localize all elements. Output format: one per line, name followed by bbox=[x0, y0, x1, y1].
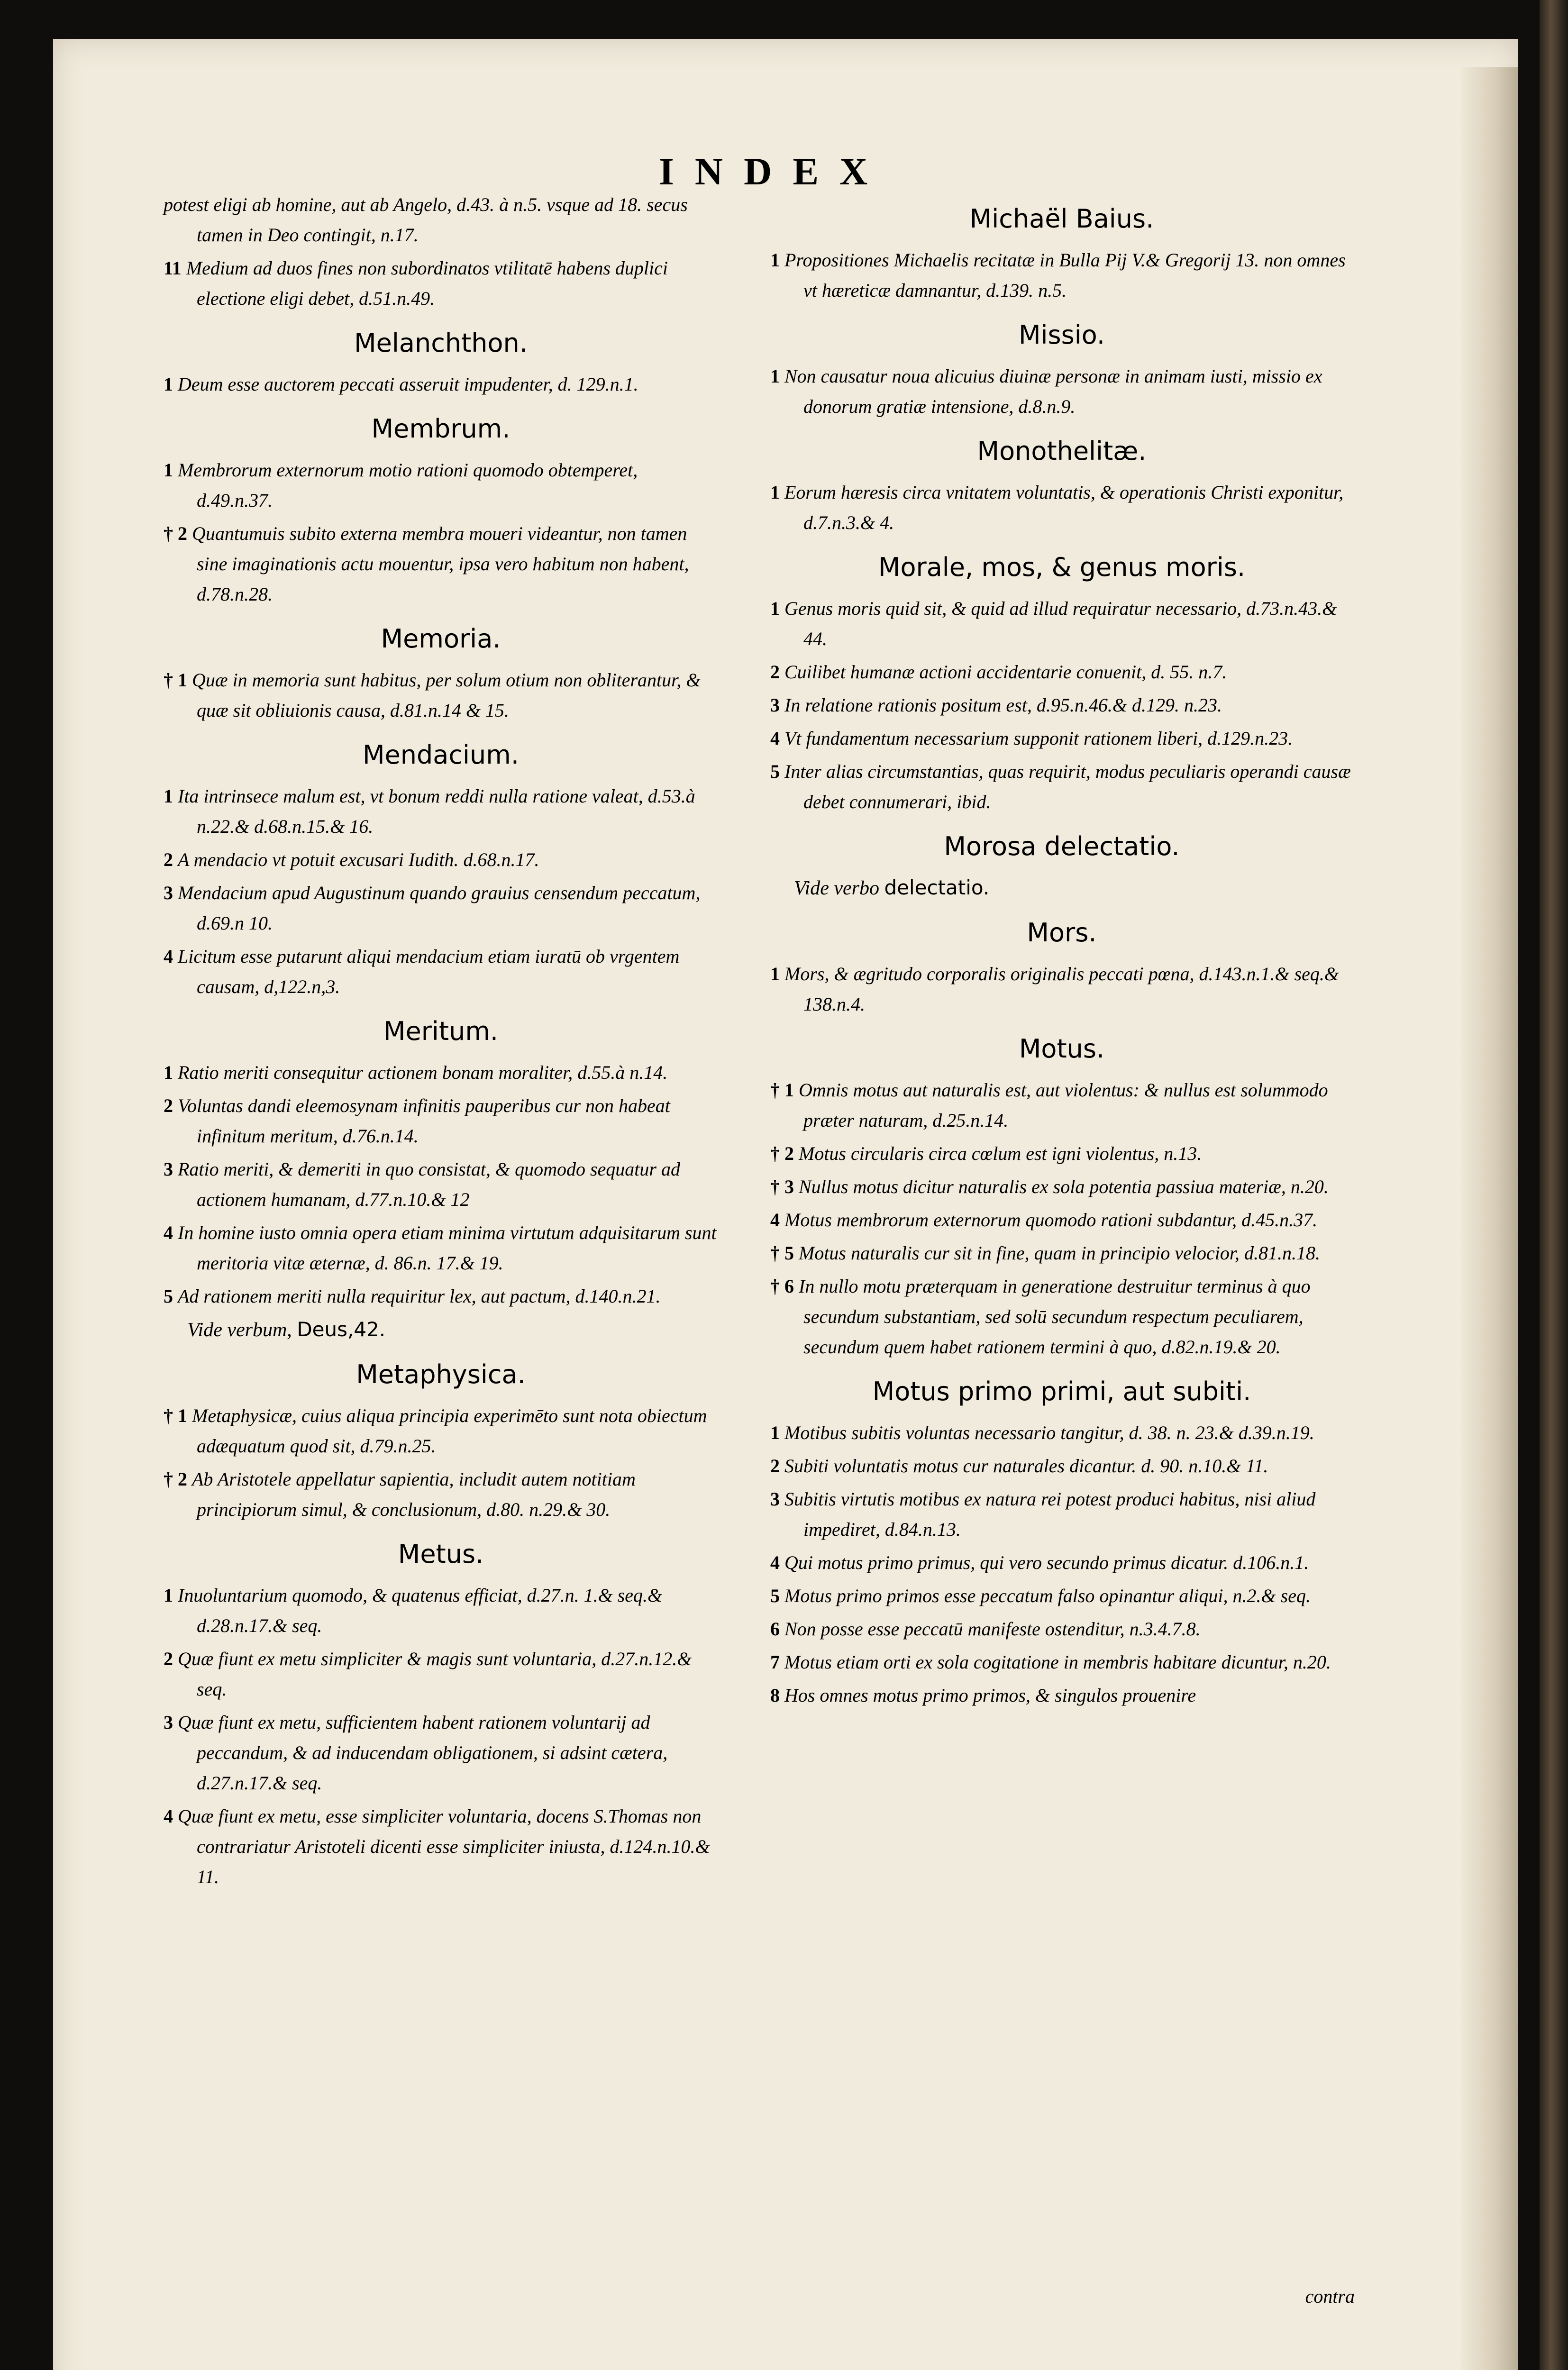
entry-number: † 1 bbox=[770, 1079, 799, 1101]
entry-text: Membrorum externorum motio rationi quomodo obtemperet, d.49.n.37. bbox=[178, 459, 638, 511]
entry-text: Quæ fiunt ex metu, sufficientem habent rationem voluntarij ad peccandum, & ad inducendam obligationem, si adsint cætera, d.27.n.17.& seq. bbox=[178, 1712, 668, 1794]
entry-number: 2 bbox=[164, 1648, 178, 1669]
index-heading: Metaphysica. bbox=[356, 1359, 526, 1389]
entry-text: Nullus motus dicitur naturalis ex sola potentia passiua materiæ, n.20. bbox=[799, 1176, 1329, 1197]
entry-text: Eorum hæresis circa vnitatem voluntatis, & operationis Christi exponitur, d.7.n.3.& 4. bbox=[784, 482, 1344, 533]
entry-text: Cuilibet humanæ actioni accidentarie conuenit, d. 55. n.7. bbox=[784, 661, 1227, 683]
index-entry bbox=[164, 781, 718, 842]
entry-text: In nullo motu præterquam in generatione destruitur terminus à quo secundum substantiam, sed solū secundum respectum peculiarem, secundum quem habet rationem termini à quo, d.82.n.19.& 20. bbox=[799, 1276, 1311, 1358]
entry-number: 1 bbox=[770, 963, 784, 984]
entry-text: Inter alias circumstantias, quas requirit, modus peculiaris operandi causæ debet connumerari, ibid. bbox=[784, 761, 1351, 812]
index-entry bbox=[770, 1647, 1353, 1677]
entry-text: A mendacio vt potuit excusari Iudith. d.68.n.17. bbox=[178, 849, 539, 870]
entry-number: 3 bbox=[164, 1712, 178, 1733]
index-heading: Monothelitæ. bbox=[977, 436, 1147, 466]
index-heading: Missio. bbox=[1018, 320, 1105, 350]
entry-number: 1 bbox=[770, 1422, 784, 1443]
entry-text: Voluntas dandi eleemosynam infinitis pauperibus cur non habeat infinitum meritum, d.76.n.14. bbox=[178, 1095, 670, 1147]
entry-text: Motus etiam orti ex sola cogitatione in membris habitare dicuntur, n.20. bbox=[784, 1651, 1331, 1673]
entry-number: 1 bbox=[770, 365, 784, 387]
entry-number: 11 bbox=[164, 257, 186, 279]
entry-number: 2 bbox=[164, 849, 178, 870]
index-heading: Meritum. bbox=[383, 1016, 499, 1046]
index-heading: Mors. bbox=[1027, 918, 1097, 948]
cross-reference bbox=[187, 1314, 718, 1345]
entry-text: Mendacium apud Augustinum quando grauius censendum peccatum, d.69.n 10. bbox=[178, 882, 701, 934]
index-entry bbox=[164, 1401, 718, 1461]
index-entry bbox=[770, 1238, 1353, 1268]
entry-number: † 3 bbox=[770, 1176, 799, 1197]
index-entry bbox=[770, 1075, 1353, 1136]
index-entry bbox=[164, 1644, 718, 1705]
index-entry bbox=[770, 1205, 1353, 1235]
index-entry bbox=[164, 253, 718, 314]
entry-text: Non causatur noua alicuius diuinæ personæ in animam iusti, missio ex donorum gratiæ intensione, d.8.n.9. bbox=[784, 365, 1322, 417]
entry-number: 5 bbox=[164, 1285, 178, 1307]
entry-number: 1 bbox=[770, 482, 784, 503]
entry-number: † 2 bbox=[770, 1143, 799, 1164]
entry-number: † 1 bbox=[164, 669, 192, 691]
entry-text: Inuoluntarium quomodo, & quatenus efficiat, d.27.n. 1.& seq.& d.28.n.17.& seq. bbox=[178, 1585, 663, 1636]
entry-text: Ita intrinsece malum est, vt bonum reddi nulla ratione valeat, d.53.à n.22.& d.68.n.15.& 16. bbox=[178, 785, 695, 837]
index-heading: Michaël Baius. bbox=[969, 204, 1154, 234]
entry-number: 3 bbox=[770, 1488, 784, 1510]
entry-number: 2 bbox=[770, 661, 784, 683]
entry-number: 1 bbox=[770, 249, 784, 271]
entry-text: Non posse esse peccatū manifeste ostenditur, n.3.4.7.8. bbox=[784, 1618, 1201, 1640]
index-heading: Motus primo primi, aut subiti. bbox=[872, 1376, 1251, 1406]
index-entry bbox=[164, 455, 718, 516]
index-heading: Melanchthon. bbox=[354, 328, 528, 358]
index-entry bbox=[164, 1281, 718, 1312]
entry-text: Quantumuis subito externa membra moueri videantur, non tamen sine imaginationis actu mouentur, ipsa vero habitum non habent, d.78.n.28. bbox=[192, 523, 689, 605]
index-heading: Motus. bbox=[1019, 1034, 1105, 1064]
index-entry bbox=[770, 593, 1353, 654]
index-heading: Membrum. bbox=[371, 414, 511, 444]
entry-text: Motus primo primos esse peccatum falso opinantur aliqui, n.2.& seq. bbox=[784, 1585, 1311, 1606]
entry-text: Qui motus primo primus, qui vero secundo primus dicatur. d.106.n.1. bbox=[784, 1552, 1309, 1573]
index-entry bbox=[770, 245, 1353, 306]
entry-text: Metaphysicæ, cuius aliqua principia experimēto sunt nota obiectum adæquatum quod sit, d.79.n.25. bbox=[192, 1405, 707, 1457]
entry-number: 1 bbox=[164, 459, 178, 481]
page-header: INDEX bbox=[659, 150, 889, 193]
index-entry bbox=[770, 690, 1353, 720]
index-entry bbox=[770, 1548, 1353, 1578]
entry-text: Hos omnes motus primo primos, & singulos prouenire bbox=[784, 1685, 1196, 1706]
entry-text: Ratio meriti consequitur actionem bonam moraliter, d.55.à n.14. bbox=[178, 1062, 668, 1083]
entry-text: Subiti voluntatis motus cur naturales dicantur. d. 90. n.10.& 11. bbox=[784, 1455, 1268, 1477]
index-entry bbox=[164, 190, 718, 250]
entry-number: 4 bbox=[164, 946, 178, 967]
cross-reference bbox=[794, 873, 1353, 903]
entry-text: potest eligi ab homine, aut ab Angelo, d.43. à n.5. vsque ad 18. secus tamen in Deo contingit, n.17. bbox=[164, 194, 688, 246]
index-heading: Morale, mos, & genus moris. bbox=[878, 552, 1246, 582]
index-entry bbox=[164, 519, 718, 610]
entry-number: 1 bbox=[164, 374, 178, 395]
vide-label: Vide verbum, bbox=[187, 1319, 297, 1341]
entry-number: 4 bbox=[164, 1805, 178, 1827]
index-entry bbox=[164, 1707, 718, 1798]
right-column bbox=[770, 190, 1353, 1714]
index-heading: Metus. bbox=[398, 1539, 484, 1569]
index-heading: Memoria. bbox=[381, 624, 501, 654]
book-binding bbox=[1540, 0, 1568, 2370]
index-entry bbox=[770, 1614, 1353, 1644]
entry-text: Quæ fiunt ex metu simpliciter & magis sunt voluntaria, d.27.n.12.& seq. bbox=[178, 1648, 692, 1700]
entry-text: Motus naturalis cur sit in fine, quam in principio velocior, d.81.n.18. bbox=[799, 1242, 1320, 1264]
entry-text: Quæ fiunt ex metu, esse simpliciter voluntaria, docens S.Thomas non contrariatur Aristoteli dicenti esse simpliciter iniusta, d.124.n.10.& 11. bbox=[178, 1805, 710, 1887]
catchword: contra bbox=[1305, 2286, 1355, 2307]
entry-number: † 2 bbox=[164, 523, 192, 544]
index-entry bbox=[770, 1581, 1353, 1611]
entry-number: 3 bbox=[164, 1158, 178, 1180]
entry-text: Quæ in memoria sunt habitus, per solum otium non obliterantur, & quæ sit obliuionis causa, d.81.n.14 & 15. bbox=[192, 669, 701, 721]
entry-text: In relatione rationis positum est, d.95.n.46.& d.129. n.23. bbox=[784, 694, 1222, 716]
entry-number: † 5 bbox=[770, 1242, 799, 1264]
index-entry bbox=[164, 1091, 718, 1151]
index-entry bbox=[164, 369, 718, 400]
entry-number: † 6 bbox=[770, 1276, 799, 1297]
entry-number: 1 bbox=[164, 1585, 178, 1606]
index-entry bbox=[770, 477, 1353, 538]
entry-number: † 2 bbox=[164, 1468, 192, 1490]
entry-text: Deum esse auctorem peccati asseruit impudenter, d. 129.n.1. bbox=[178, 374, 638, 395]
entry-number: † 1 bbox=[164, 1405, 192, 1426]
entry-text: Medium ad duos fines non subordinatos vtilitatē habens duplici electione eligi debet, d.51.n.49. bbox=[186, 257, 668, 309]
page-edge bbox=[1461, 67, 1518, 2370]
entry-number: 6 bbox=[770, 1618, 784, 1640]
index-entry bbox=[770, 1271, 1353, 1362]
left-column bbox=[164, 190, 718, 1895]
entry-number: 3 bbox=[770, 694, 784, 716]
entry-number: 3 bbox=[164, 882, 178, 903]
entry-number: 5 bbox=[770, 1585, 784, 1606]
entry-text: Motus membrorum externorum quomodo rationi subdantur, d.45.n.37. bbox=[784, 1209, 1318, 1231]
index-entry bbox=[770, 1172, 1353, 1202]
index-entry bbox=[164, 1580, 718, 1641]
entry-number: 1 bbox=[770, 598, 784, 619]
entry-text: Ab Aristotele appellatur sapientia, includit autem notitiam principiorum simul, & conclusionum, d.80. n.29.& 30. bbox=[192, 1468, 636, 1520]
entry-text: Motibus subitis voluntas necessario tangitur, d. 38. n. 23.& d.39.n.19. bbox=[784, 1422, 1314, 1443]
index-entry bbox=[164, 665, 718, 726]
entry-number: 7 bbox=[770, 1651, 784, 1673]
vide-label: Vide verbo bbox=[794, 877, 884, 899]
entry-number: 4 bbox=[164, 1222, 178, 1243]
entry-text: Licitum esse putarunt aliqui mendacium etiam iuratū ob vrgentem causam, d,122.n,3. bbox=[178, 946, 680, 997]
index-entry bbox=[770, 1680, 1353, 1711]
index-entry bbox=[770, 1139, 1353, 1169]
vide-term: delectatio. bbox=[884, 876, 990, 899]
entry-number: 2 bbox=[164, 1095, 178, 1116]
entry-text: Motus circularis circa cœlum est igni violentus, n.13. bbox=[799, 1143, 1202, 1164]
index-heading: Mendacium. bbox=[362, 740, 520, 770]
index-entry bbox=[164, 1801, 718, 1892]
entry-text: Omnis motus aut naturalis est, aut violentus: & nullus est solummodo præter naturam, d.25.n.14. bbox=[799, 1079, 1328, 1131]
index-entry bbox=[770, 361, 1353, 422]
entry-text: Genus moris quid sit, & quid ad illud requiratur necessario, d.73.n.43.& 44. bbox=[784, 598, 1337, 649]
index-entry bbox=[164, 1057, 718, 1088]
index-entry bbox=[164, 845, 718, 875]
index-entry bbox=[770, 657, 1353, 687]
entry-text: Ad rationem meriti nulla requiritur lex, aut pactum, d.140.n.21. bbox=[178, 1285, 661, 1307]
entry-text: Ratio meriti, & demeriti in quo consistat, & quomodo sequatur ad actionem humanam, d.77.n.10.& 12 bbox=[178, 1158, 680, 1210]
index-entry bbox=[770, 1484, 1353, 1545]
entry-text: In homine iusto omnia opera etiam minima virtutum adquisitarum sunt meritoria vitæ æternæ, d. 86.n. 17.& 19. bbox=[178, 1222, 717, 1274]
index-entry bbox=[164, 1464, 718, 1525]
entry-number: 1 bbox=[164, 1062, 178, 1083]
index-entry bbox=[770, 757, 1353, 817]
entry-number: 4 bbox=[770, 728, 784, 749]
index-entry bbox=[770, 1418, 1353, 1448]
index-entry bbox=[770, 959, 1353, 1020]
entry-number: 1 bbox=[164, 785, 178, 807]
index-heading: Morosa delectatio. bbox=[944, 831, 1180, 861]
vide-term: Deus,42. bbox=[297, 1318, 386, 1341]
entry-number: 2 bbox=[770, 1455, 784, 1477]
entry-text: Propositiones Michaelis recitatæ in Bulla Pij V.& Gregorij 13. non omnes vt hæreticæ damnantur, d.139. n.5. bbox=[784, 249, 1346, 301]
index-entry bbox=[164, 1154, 718, 1215]
entry-number: 8 bbox=[770, 1685, 784, 1706]
entry-text: Mors, & ægritudo corporalis originalis peccati pœna, d.143.n.1.& seq.& 138.n.4. bbox=[784, 963, 1340, 1015]
entry-text: Vt fundamentum necessarium supponit rationem liberi, d.129.n.23. bbox=[784, 728, 1293, 749]
entry-text: Subitis virtutis motibus ex natura rei potest produci habitus, nisi aliud impediret, d.84.n.13. bbox=[784, 1488, 1316, 1540]
entry-number: 5 bbox=[770, 761, 784, 782]
index-entry bbox=[164, 1218, 718, 1278]
index-entry bbox=[164, 941, 718, 1002]
entry-number: 4 bbox=[770, 1209, 784, 1231]
index-entry bbox=[164, 878, 718, 939]
index-entry bbox=[770, 723, 1353, 754]
index-entry bbox=[770, 1451, 1353, 1481]
entry-number: 4 bbox=[770, 1552, 784, 1573]
